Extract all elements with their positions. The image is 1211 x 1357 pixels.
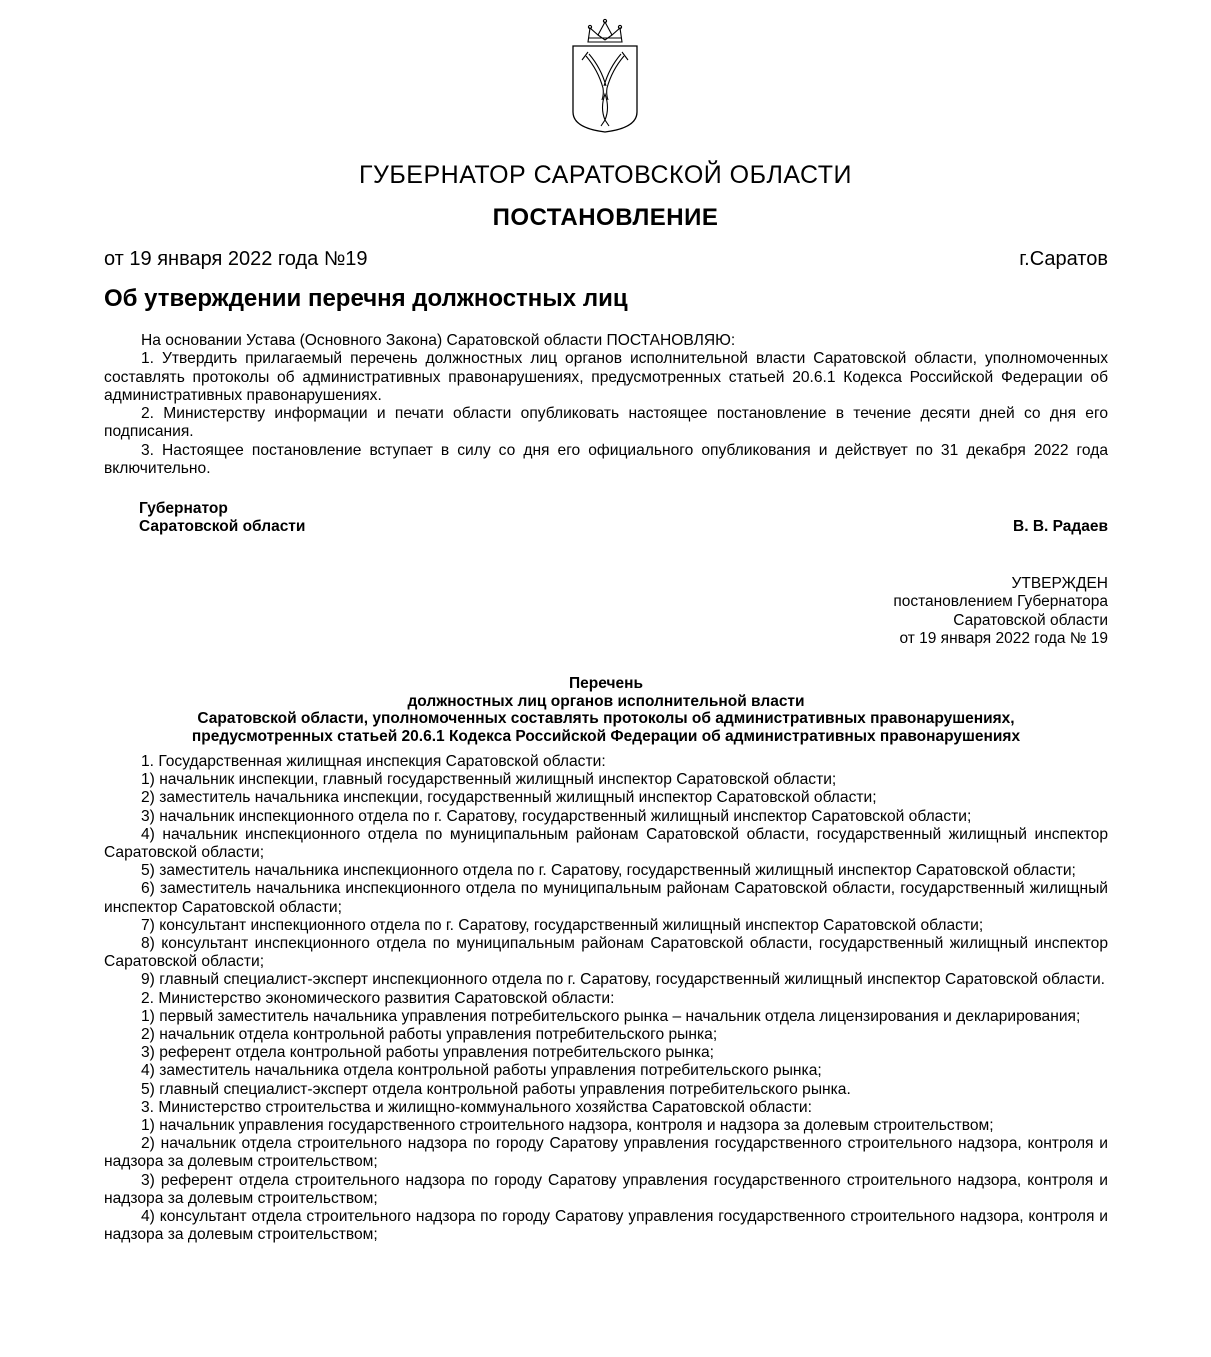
- list-item: 4) начальник инспекционного отдела по муниципальным районам Саратовской области, государственный жилищный инспектор Саратовской области;: [104, 825, 1108, 862]
- approval-line: Саратовской области: [953, 611, 1108, 629]
- body-paragraph: На основании Устава (Основного Закона) Саратовской области ПОСТАНОВЛЯЮ:: [141, 332, 736, 349]
- approval-stamp: [893, 575, 1108, 648]
- body-paragraph: 2. Министерству информации и печати области опубликовать настоящее постановление в течение десяти дней со дня его подписания.: [104, 405, 1108, 441]
- list-item: 3. Министерство строительства и жилищно-коммунального хозяйства Саратовской области:: [141, 1098, 812, 1116]
- list-heading-line: Перечень: [569, 675, 643, 692]
- list-item: 6) заместитель начальника инспекционного отдела по муниципальным районам Саратовской области, государственный жилищный инспектор Саратовской области;: [104, 880, 1108, 916]
- signatory-name: В. В. Радаев: [1013, 518, 1108, 536]
- list-item: 1) начальник инспекции, главный государственный жилищный инспектор Саратовской области;: [141, 771, 837, 789]
- approval-line: постановлением Губернатора: [893, 593, 1108, 611]
- list-item: 9) главный специалист-эксперт инспекционного отдела по г. Саратову, государственный жилищный инспектор Саратовской области.: [141, 971, 1105, 989]
- signature-block: [139, 500, 1108, 537]
- body-paragraph: 1. Утвердить прилагаемый перечень должностных лиц органов исполнительной власти Саратовской области, уполномоченных составлять протоколы об административных правонарушениях, предусмотренных статьей 20.6.1 Кодекса Российской Федерации об административных правонарушениях.: [104, 350, 1108, 404]
- list-heading-line: предусмотренных статьей 20.6.1 Кодекса Российской Федерации об административных правонарушениях: [191, 727, 1021, 745]
- document-type: ПОСТАНОВЛЕНИЕ: [492, 204, 719, 231]
- list-item: 3) референт отдела контрольной работы управления потребительского рынка;: [141, 1044, 714, 1062]
- list-item: 5) главный специалист-эксперт отдела контрольной работы управления потребительского рынка.: [141, 1080, 851, 1098]
- approval-line: УТВЕРЖДЕН: [1011, 575, 1108, 592]
- decree-title: Об утверждении перечня должностных лиц: [104, 285, 628, 312]
- signatory-position-line2: Саратовской области: [139, 518, 306, 536]
- list-item: 2. Министерство экономического развития Саратовской области:: [141, 989, 615, 1007]
- list-item: 8) консультант инспекционного отдела по муниципальным районам Саратовской области, государственный жилищный инспектор Саратовской области;: [104, 935, 1108, 971]
- list-item: 1. Государственная жилищная инспекция Саратовской области:: [141, 753, 606, 770]
- list-item: 4) заместитель начальника отдела контрольной работы управления потребительского рынка;: [141, 1062, 822, 1080]
- list-item: 3) референт отдела строительного надзора по городу Саратову управления государственного строительного надзора, контроля и надзора за долевым строительством;: [104, 1171, 1108, 1207]
- list-heading-line: Саратовской области, уполномоченных составлять протоколы об административных правонарушениях,: [197, 710, 1015, 727]
- body-paragraph: 3. Настоящее постановление вступает в силу со дня его официального опубликования и действует по 31 декабря 2022 года включительно.: [104, 441, 1108, 478]
- list-item: 2) заместитель начальника инспекции, государственный жилищный инспектор Саратовской области;: [141, 789, 877, 807]
- list-heading: [104, 675, 1108, 745]
- signatory-position-line1: Губернатор: [139, 500, 228, 517]
- list-item: 2) начальник отдела контрольной работы управления потребительского рынка;: [141, 1026, 718, 1044]
- decree-body: [104, 332, 1108, 478]
- list-item: 1) первый заместитель начальника управления потребительского рынка – начальник отдела лицензирования и декларирования;: [141, 1007, 1081, 1025]
- approval-line: от 19 января 2022 года № 19: [899, 629, 1108, 647]
- list-item: 5) заместитель начальника инспекционного отдела по г. Саратову, государственный жилищный инспектор Саратовской области;: [141, 862, 1076, 880]
- decree-date-number: от 19 января 2022 года №19: [104, 248, 368, 270]
- coat-of-arms-emblem: [568, 16, 642, 134]
- officials-list: [104, 753, 1108, 1244]
- list-heading-line: должностных лиц органов исполнительной власти: [407, 692, 805, 710]
- list-item: 2) начальник отдела строительного надзора по городу Саратову управления государственного строительного надзора, контроля и надзора за долевым строительством;: [104, 1135, 1108, 1171]
- list-item: 3) начальник инспекционного отдела по г. Саратову, государственный жилищный инспектор Саратовской области;: [141, 807, 972, 825]
- decree-city: г.Саратов: [1019, 248, 1108, 270]
- list-item: 4) консультант отдела строительного надзора по городу Саратову управления государственного строительного надзора, контроля и надзора за долевым строительством;: [104, 1208, 1108, 1244]
- list-item: 7) консультант инспекционного отдела по г. Саратову, государственный жилищный инспектор Саратовской области;: [141, 916, 984, 934]
- list-item: 1) начальник управления государственного строительного надзора, контроля и надзора за долевым строительством;: [141, 1117, 994, 1135]
- authority-title: ГУБЕРНАТОР САРАТОВСКОЙ ОБЛАСТИ: [358, 161, 853, 189]
